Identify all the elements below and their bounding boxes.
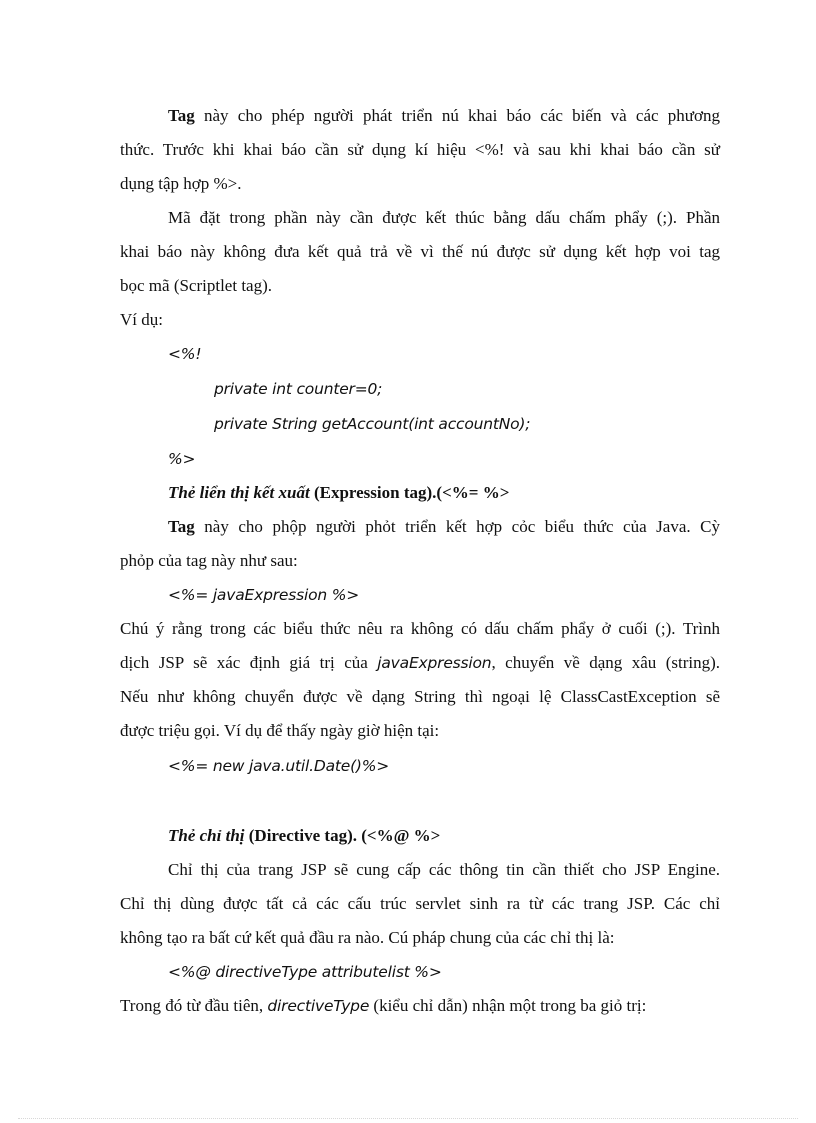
para-note-line-2 (120, 652, 720, 674)
para-expression-line-1 (168, 516, 720, 538)
para-note-line-4: được triệu gọi. Ví dụ để thấy ngày giờ hiện tại: (120, 721, 440, 740)
inline-code: javaExpression (377, 654, 492, 672)
para-directive-line-2: Chỉ thị dùng được tất cả các cấu trúc servlet sinh ra từ các trang JSP. Các chỉ (120, 894, 720, 913)
para-note-line-3: Nếu như không chuyển được về dạng String thì ngoại lệ ClassCastException sẽ (120, 687, 720, 706)
para-declaration-line-1 (168, 105, 720, 127)
para-directive-type-line-1 (120, 995, 720, 1017)
para-text: này cho phép người phát triển nú khai báo các biến và các phương (194, 106, 720, 125)
code-date-example: <%= new java.util.Date()%> (168, 757, 390, 775)
code-declaration-line-2: private String getAccount(int accountNo); (214, 415, 531, 433)
para-note-line-1: Chú ý rằng trong các biểu thức nêu ra không có dấu chấm phẩy ở cuối (;). Trình (120, 619, 720, 638)
heading-expression-rest: (Expression tag).(<%= %> (309, 483, 510, 502)
para-text: này cho phộp người phỏt triển kết hợp cỏc biểu thức của Java. Cỳ (194, 517, 720, 536)
code-directive-syntax: <%@ directiveType attributelist %> (168, 963, 442, 981)
para-declaration-line-3: dụng tập hợp %>. (120, 174, 242, 193)
para-directive-line-1: Chỉ thị của trang JSP sẽ cung cấp các thông tin cần thiết cho JSP Engine. (168, 860, 720, 879)
code-declaration-line-1: private int counter=0; (214, 380, 383, 398)
code-declaration-open: <%! (168, 345, 202, 363)
para-code-end-line-3: bọc mã (Scriptlet tag). (120, 276, 273, 295)
heading-expression-italic: Thẻ liển thị kết xuất (168, 483, 310, 502)
heading-directive-rest: (Directive tag). (<%@ %> (244, 826, 441, 845)
page-bottom-rule (18, 1118, 798, 1119)
para-directive-line-3: không tạo ra bất cứ kết quả đầu ra nào. Cú pháp chung của các chỉ thị là: (120, 928, 615, 947)
para-text: (kiểu chỉ dẫn) nhận một trong ba giỏ trị: (369, 996, 647, 1015)
code-expression-syntax: <%= javaExpression %> (168, 586, 360, 604)
para-text: , chuyển về dạng xâu (string). (491, 653, 720, 672)
code-declaration-close: %> (168, 450, 196, 468)
para-expression-line-2: phỏp của tag này như sau: (120, 551, 298, 570)
heading-expression-tag (168, 482, 720, 504)
heading-directive-tag (168, 825, 720, 847)
inline-code: directiveType (267, 997, 370, 1015)
tag-keyword: Tag (168, 517, 195, 536)
para-text: Trong đó từ đầu tiên, (120, 996, 268, 1015)
para-code-end-line-1: Mã đặt trong phần này cần được kết thúc bằng dấu chấm phẩy (;). Phần (168, 208, 720, 227)
heading-directive-italic: Thẻ chỉ thị (168, 826, 245, 845)
para-text: dịch JSP sẽ xác định giá trị của (120, 653, 378, 672)
para-declaration-line-2: thức. Trước khi khai báo cần sử dụng kí hiệu <%! và sau khi khai báo cần sử (120, 140, 720, 159)
tag-keyword: Tag (168, 106, 195, 125)
example-label: Ví dụ: (120, 310, 163, 329)
para-code-end-line-2: khai báo này không đưa kết quả trả về vì thế nú được sử dụng kết hợp voi tag (120, 242, 720, 261)
